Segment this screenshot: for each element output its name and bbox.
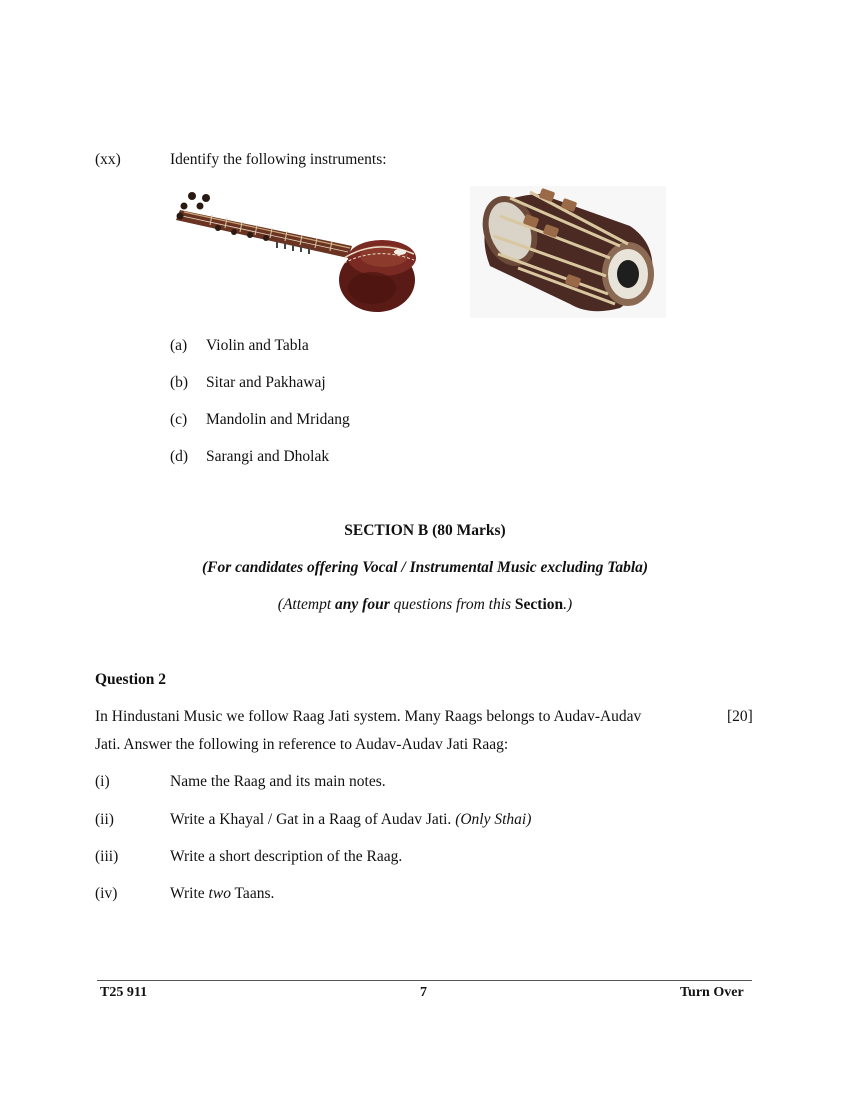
question-number: (xx) [95,151,121,168]
question-text: Identify the following instruments: [170,151,387,168]
question-intro: In Hindustani Music we follow Raag Jati system. Many Raags belongs to Audav-Audav [95,708,642,725]
part-number: (iii) [95,848,119,865]
section-instruction: (Attempt any four questions from this Section.) [277,596,573,613]
pakhawaj-image [470,186,666,318]
option-label: (a) [170,337,188,354]
option-label: (b) [170,374,189,391]
section-title: SECTION B (80 Marks) [344,522,506,539]
part-number: (i) [95,773,110,790]
question-heading: Question 2 [95,671,167,688]
option-label: (d) [170,448,189,465]
option-text: Sarangi and Dholak [206,448,330,465]
paper-code: T25 911 [100,985,148,1000]
option-text: Violin and Tabla [206,337,309,354]
section-subtitle: (For candidates offering Vocal / Instrumental Music excluding Tabla) [201,559,649,576]
part-text: Name the Raag and its main notes. [170,773,386,790]
part-text: Write a Khayal / Gat in a Raag of Audav Jati. (Only Sthai) [170,811,532,828]
question-intro: Jati. Answer the following in reference to Audav-Audav Jati Raag: [95,736,509,753]
footer-divider [97,980,752,981]
option-text: Mandolin and Mridang [206,411,350,428]
part-text: Write two Taans. [170,885,275,902]
marks-label: [20] [727,708,753,725]
turn-over-label: Turn Over [680,985,744,1000]
part-number: (iv) [95,885,118,902]
option-text: Sitar and Pakhawaj [206,374,326,391]
part-number: (ii) [95,811,114,828]
page-number: 7 [420,985,427,1000]
part-text: Write a short description of the Raag. [170,848,403,865]
option-label: (c) [170,411,188,428]
sitar-image [172,188,420,316]
